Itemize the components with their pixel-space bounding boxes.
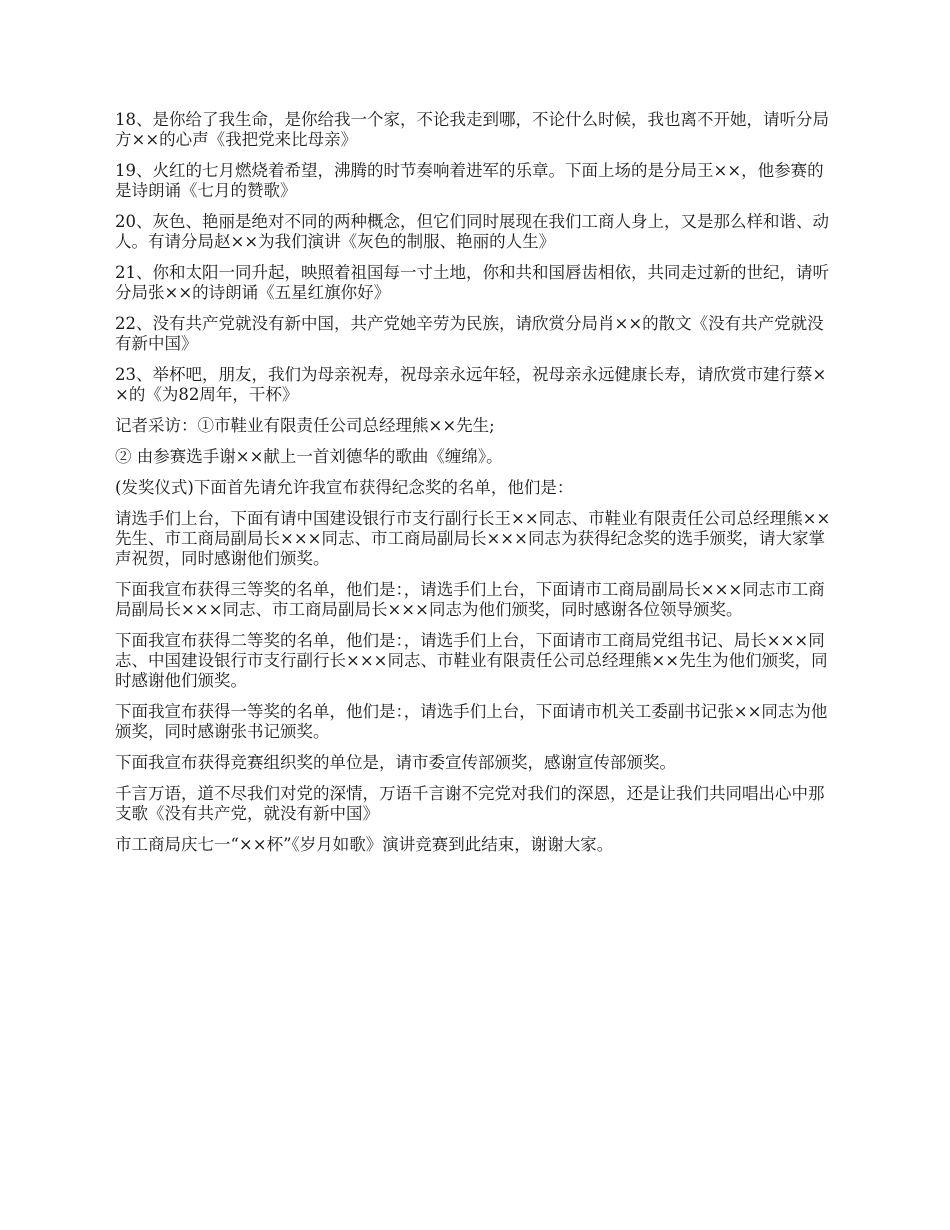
paragraph-18: 18、是你给了我生命，是你给我一个家，不论我走到哪，不论什么时候，我也离不开她，请听分局方××的心声《我把党来比母亲》 (115, 110, 829, 149)
paragraph-commemorative-award: 请选手们上台，下面有请中国建设银行市支行副行长王××同志、市鞋业有限责任公司总经理熊××先生、市工商局副局长×××同志、市工商局副局长×××同志为获得纪念奖的选手颁奖，请大家掌声祝贺，同时感谢他们颁奖。 (115, 509, 831, 568)
paragraph-award-intro: (发奖仪式)下面首先请允许我宣布获得纪念奖的名单，他们是： (115, 478, 574, 497)
paragraph-20: 20、灰色、艳丽是绝对不同的两种概念，但它们同时展现在我们工商人身上，又是那么样和谐、动人。有请分局赵××为我们演讲《灰色的制服、艳丽的人生》 (115, 212, 829, 251)
paragraph-second-prize: 下面我宣布获得二等奖的名单，他们是：，请选手们上台，下面请市工商局党组书记、局长×××同志、中国建设银行市支行副行长×××同志、市鞋业有限责任公司总经理熊××先生为他们颁奖，同时感谢他们颁奖。 (115, 631, 828, 690)
paragraph-21: 21、你和太阳一同升起，映照着祖国每一寸土地，你和共和国唇齿相依，共同走过新的世纪，请听分局张××的诗朗诵《五星红旗你好》 (115, 263, 829, 302)
paragraph-22: 22、没有共产党就没有新中国，共产党她辛劳为民族，请欣赏分局肖××的散文《没有共产党就没有新中国》 (115, 314, 824, 353)
paragraph-interview-2: ② 由参赛选手谢××献上一首刘德华的歌曲《缠绵》。 (115, 447, 503, 466)
paragraph-19: 19、火红的七月燃烧着希望，沸腾的时节奏响着进军的乐章。下面上场的是分局王××，他参赛的是诗朗诵《七月的赞歌》 (115, 161, 824, 200)
document-body (115, 110, 835, 866)
paragraph-organization-award: 下面我宣布获得竞赛组织奖的单位是，请市委宣传部颁奖，感谢宣传部颁奖。 (115, 753, 676, 772)
paragraph-23: 23、举杯吧，朋友，我们为母亲祝寿，祝母亲永远年轻，祝母亲永远健康长寿，请欣赏市建行蔡××的《为82周年，干杯》 (115, 365, 827, 404)
paragraph-first-prize: 下面我宣布获得一等奖的名单，他们是：，请选手们上台，下面请市机关工委副书记张××同志为他颁奖，同时感谢张书记颁奖。 (115, 702, 828, 741)
paragraph-ending: 市工商局庆七一“××杯”《岁月如歌》演讲竞赛到此结束，谢谢大家。 (115, 835, 614, 854)
paragraph-third-prize: 下面我宣布获得三等奖的名单，他们是：，请选手们上台，下面请市工商局副局长×××同志市工商局副局长×××同志、市工商局副局长×××同志为他们颁奖，同时感谢各位领导颁奖。 (115, 580, 825, 619)
paragraph-interview-1: 记者采访：①市鞋业有限责任公司总经理熊××先生; (115, 416, 495, 435)
paragraph-closing-song: 千言万语，道不尽我们对党的深情，万语千言谢不完党对我们的深恩，还是让我们共同唱出心中那支歌《没有共产党，就没有新中国》 (115, 784, 825, 823)
